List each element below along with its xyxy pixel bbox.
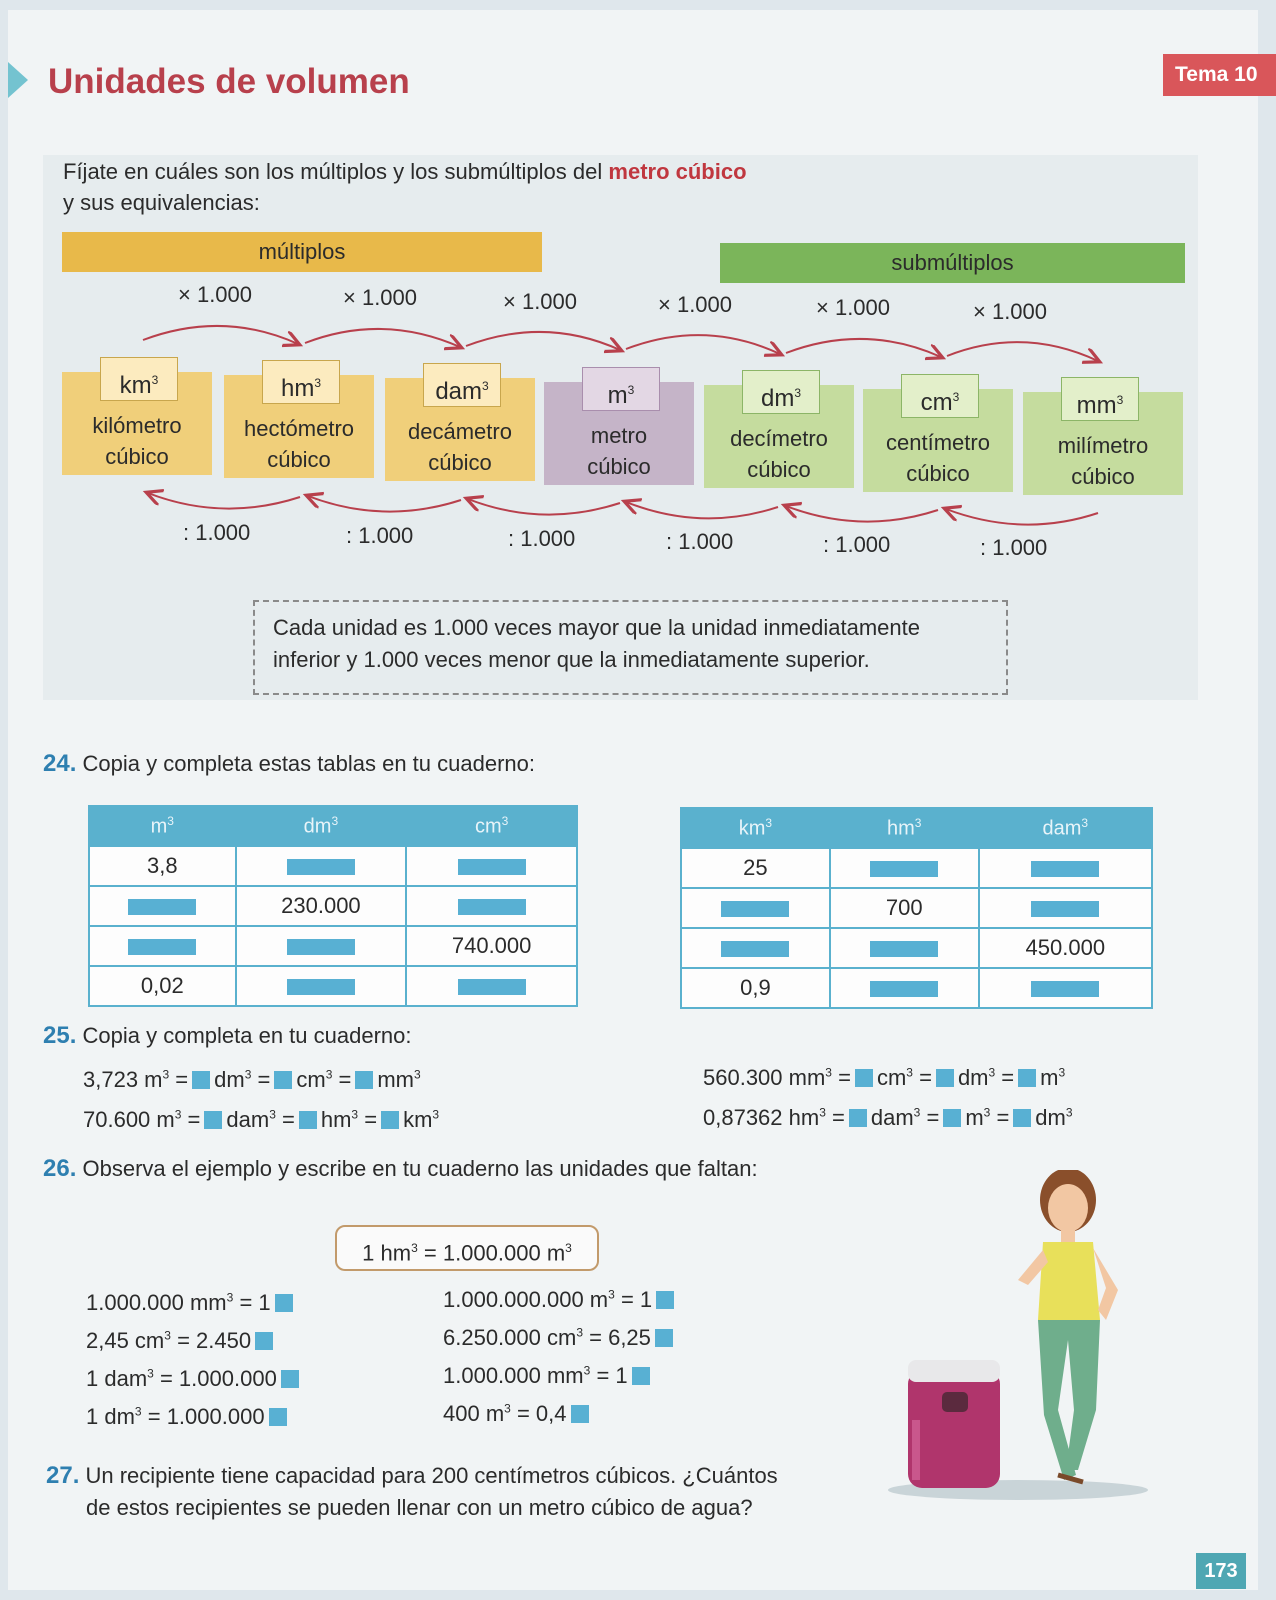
exercise-number: 27. (46, 1462, 80, 1489)
unit-name: metro cúbico (587, 423, 651, 479)
unit-name: centímetro cúbico (886, 430, 990, 486)
exercise-text: de estos recipientes se pueden llenar con un metro cúbico de agua? (86, 1495, 753, 1520)
equation-line: 70.600 $m^3 = dam^3 = hm^3 = km^3$ (83, 1107, 440, 1132)
intro-text-b: y sus equivalencias: (63, 190, 260, 215)
multiply-factor: × 1.000 (816, 295, 891, 320)
arrow-right (143, 326, 298, 344)
unit-mm3 (1023, 392, 1183, 495)
unit-symbol: $hm^3$ (262, 360, 340, 404)
divide-factor: : 1.000 (183, 520, 251, 545)
unit-symbol: dam$^3$ (423, 363, 501, 407)
table-m3-dm3-cm3 (88, 805, 578, 1007)
multiply-factor: × 1.000 (178, 282, 253, 307)
exercise-26-heading (43, 1155, 758, 1183)
exercise-number: 26. (43, 1155, 77, 1182)
unit-km3 (62, 372, 212, 475)
example-box: 1 $hm^3 = 1.000.000$ $m^3$ (335, 1225, 599, 1271)
unit-equation: 6.250.000 $cm^3 = 6,25$ (443, 1325, 677, 1351)
unit-name: kilómetro cúbico (92, 413, 182, 469)
unit-name: decámetro cúbico (408, 419, 512, 475)
unit-equation: 1.000.000 $mm^3 = 1$ (86, 1290, 297, 1316)
exercise-text: Copia y completa estas tablas en tu cuaderno: (82, 751, 535, 776)
topic-badge: Tema 10 (1163, 54, 1276, 96)
table-row: 0,9 (681, 968, 1152, 1008)
rule-note (253, 600, 1008, 695)
unit-name: hectómetro cúbico (243, 416, 355, 472)
table-header: $dm^3$ (236, 806, 407, 846)
page-number: 173 (1196, 1553, 1246, 1589)
unit-equation: 2,45 $cm^3 = 2.450$ (86, 1328, 277, 1354)
table-row: 740.000 (89, 926, 577, 966)
unit-equation: 400 $m^3 = 0,4$ (443, 1401, 593, 1427)
table-row: 230.000 (89, 886, 577, 926)
exercise-number: 25. (43, 1022, 77, 1049)
unit-equation: 1.000.000.000 $m^3 = 1$ (443, 1287, 678, 1313)
page-title: Unidades de volumen (48, 62, 410, 101)
unit-cm3 (863, 389, 1013, 492)
rule-note-line2: inferior y 1.000 veces menor que la inmediatamente superior. (273, 647, 870, 672)
exercise-text: Copia y completa en tu cuaderno: (82, 1023, 412, 1048)
table-header: $cm^3$ (406, 806, 577, 846)
unit-equation: 1.000.000 $mm^3 = 1$ (443, 1363, 654, 1389)
exercise-text: Un recipiente tiene capacidad para 200 centímetros cúbicos. ¿Cuántos (85, 1463, 778, 1488)
unit-symbol: $cm^3$ (901, 374, 979, 418)
exercise-25-heading (43, 1022, 411, 1050)
intro-text-a: Fíjate en cuáles son los múltiplos y los submúltiplos del (63, 159, 603, 184)
unit-dam3 (385, 378, 535, 481)
unit-symbol: $m^3$ (582, 367, 660, 411)
table-row: 450.000 (681, 928, 1152, 968)
table-row: 25 (681, 848, 1152, 888)
unit-symbol: $mm^3$ (1061, 377, 1139, 421)
textbook-page (8, 10, 1258, 1590)
girl-with-container-illustration (878, 1170, 1158, 1510)
table-row: 700 (681, 888, 1152, 928)
exercise-27 (46, 1460, 866, 1524)
divide-factor: : 1.000 (346, 523, 414, 548)
rule-note-line1: Cada unidad es 1.000 veces mayor que la unidad inmediatamente (273, 615, 920, 640)
unit-hm3 (224, 375, 374, 478)
exercise-24-heading (43, 750, 535, 778)
table-km3-hm3-dam3 (680, 807, 1153, 1009)
multiply-factor: × 1.000 (973, 299, 1048, 324)
intro-highlight: metro cúbico (608, 159, 747, 184)
multiply-factor: × 1.000 (658, 292, 733, 317)
equation-line: 3,723 $m^3 = dm^3 = cm^3 = mm^3$ (83, 1067, 421, 1092)
table-header: $m^3$ (89, 806, 236, 846)
unit-m3 (544, 382, 694, 485)
table-row: 3,8 (89, 846, 577, 886)
unit-equation: 1 dam$^3$ = 1.000.000 (86, 1366, 303, 1392)
table-header: $km^3$ (681, 808, 830, 848)
divide-factor: : 1.000 (823, 532, 891, 557)
divide-factor: : 1.000 (666, 529, 734, 554)
equation-line: 560.300 $mm^3 = cm^3 = dm^3 = m^3$ (703, 1065, 1066, 1090)
multiply-factor: × 1.000 (503, 289, 578, 314)
multiples-bar: múltiplos (62, 232, 542, 272)
unit-name: milímetro cúbico (1057, 433, 1149, 489)
table-header: dam$^3$ (979, 808, 1152, 848)
submultiples-bar: submúltiplos (720, 243, 1185, 283)
table-row: 0,02 (89, 966, 577, 1006)
exercise-text: Observa el ejemplo y escribe en tu cuaderno las unidades que faltan: (82, 1156, 758, 1181)
unit-symbol: $dm^3$ (742, 370, 820, 414)
unit-symbol: $km^3$ (100, 357, 178, 401)
unit-dm3 (704, 385, 854, 488)
exercise-number: 24. (43, 750, 77, 777)
multiply-factor: × 1.000 (343, 285, 418, 310)
divide-factor: : 1.000 (980, 535, 1048, 560)
equation-line: 0,87362 $hm^3 = dam^3 = m^3 = dm^3$ (703, 1105, 1073, 1130)
unit-equation: 1 $dm^3 = 1.000.000$ (86, 1404, 291, 1430)
unit-name: decímetro cúbico (730, 426, 828, 482)
table-header: $hm^3$ (830, 808, 979, 848)
divide-factor: : 1.000 (508, 526, 576, 551)
